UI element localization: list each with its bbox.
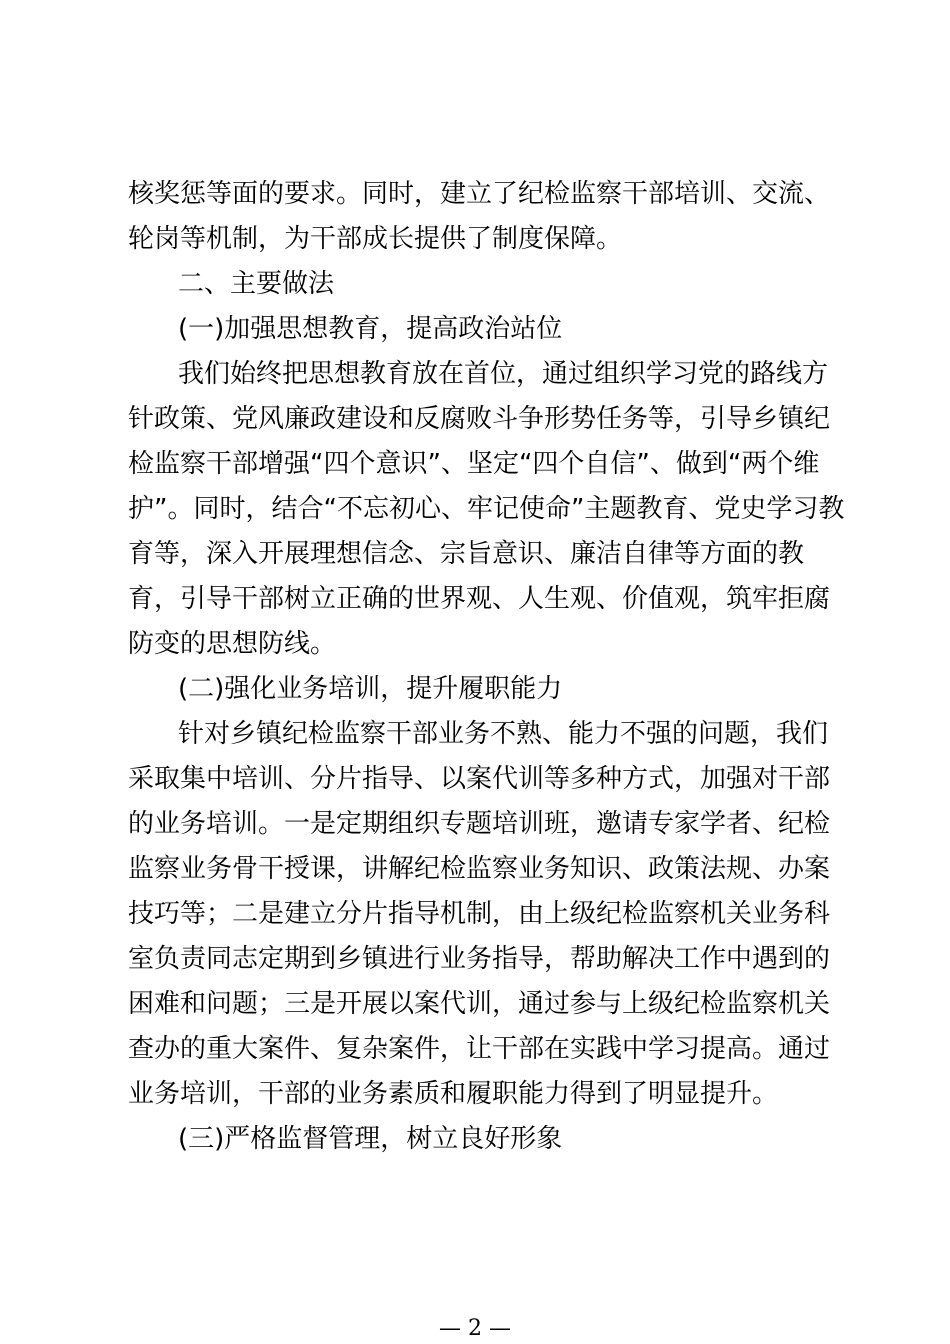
paragraph-line: 我们始终把思想教育放在首位，通过组织学习党的路线方 bbox=[178, 359, 829, 389]
paragraph-line: 困难和问题；三是开展以案代训，通过参与上级纪检监察机关 bbox=[128, 989, 831, 1019]
page-number: — 2 — bbox=[439, 1316, 511, 1341]
paragraph-line: 业务培训，干部的业务素质和履职能力得到了明显提升。 bbox=[128, 1079, 779, 1109]
subsection-heading: (二)强化业务培训，提升履职能力 bbox=[178, 674, 563, 704]
paragraph-line: 检监察干部增强“四个意识”、坚定“四个自信”、做到“两个维 bbox=[128, 449, 820, 479]
section-heading: 二、主要做法 bbox=[178, 269, 335, 299]
paragraph-line: 室负责同志定期到乡镇进行业务指导，帮助解决工作中遇到的 bbox=[128, 944, 831, 974]
paragraph-line: 采取集中培训、分片指导、以案代训等多种方式，加强对干部 bbox=[128, 764, 831, 794]
paragraph-line: 轮岗等机制，为干部成长提供了制度保障。 bbox=[128, 224, 623, 254]
paragraph-line: 查办的重大案件、复杂案件，让干部在实践中学习提高。通过 bbox=[128, 1034, 831, 1064]
paragraph-line: 针政策、党风廉政建设和反腐败斗争形势任务等，引导乡镇纪 bbox=[128, 404, 831, 434]
paragraph-line: 针对乡镇纪检监察干部业务不熟、能力不强的问题，我们 bbox=[178, 719, 829, 749]
subsection-heading: (三)严格监督管理，树立良好形象 bbox=[178, 1124, 563, 1154]
paragraph-line: 技巧等；二是建立分片指导机制，由上级纪检监察机关业务科 bbox=[128, 899, 831, 929]
paragraph-line: 育等，深入开展理想信念、宗旨意识、廉洁自律等方面的教 bbox=[128, 539, 805, 569]
document-body bbox=[128, 172, 845, 1162]
paragraph-line: 的业务培训。一是定期组织专题培训班，邀请专家学者、纪检 bbox=[128, 809, 831, 839]
paragraph-line: 核奖惩等面的要求。同时，建立了纪检监察干部培训、交流、 bbox=[128, 179, 831, 209]
subsection-heading: (一)加强思想教育，提高政治站位 bbox=[178, 314, 563, 344]
paragraph-line: 监察业务骨干授课，讲解纪检监察业务知识、政策法规、办案 bbox=[128, 854, 831, 884]
paragraph-line: 防变的思想防线。 bbox=[128, 629, 337, 659]
paragraph-line: 护”。同时，结合“不忘初心、牢记使命”主题教育、党史学习教 bbox=[128, 494, 845, 524]
paragraph-line: 育，引导干部树立正确的世界观、人生观、价值观，筑牢拒腐 bbox=[128, 584, 831, 614]
